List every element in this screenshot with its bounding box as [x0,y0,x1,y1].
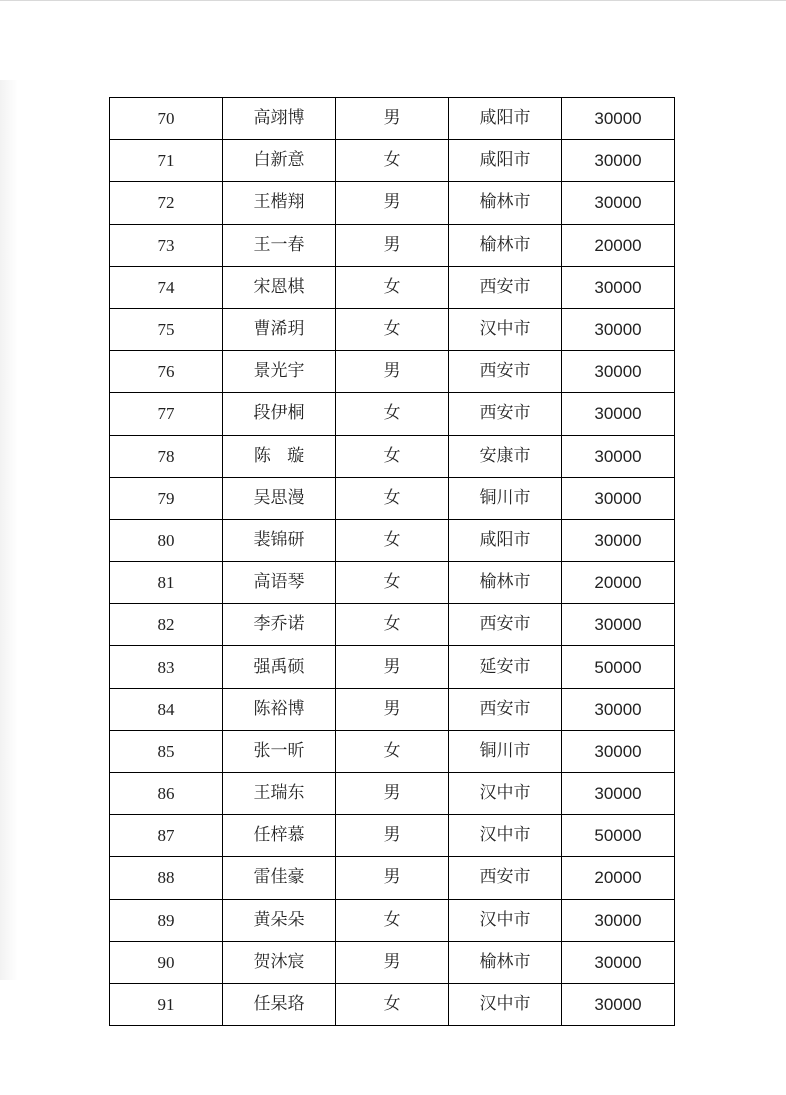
amount-cell: 30000 [562,182,675,224]
table-row [110,351,675,393]
city-cell: 榆林市 [449,562,562,604]
row-number-cell: 89 [110,899,223,941]
amount-cell: 30000 [562,266,675,308]
name-cell: 李乔诺 [223,604,336,646]
amount-cell: 30000 [562,730,675,772]
amount-cell: 20000 [562,562,675,604]
name-cell: 黄朵朵 [223,899,336,941]
amount-cell: 30000 [562,604,675,646]
gender-cell: 女 [336,562,449,604]
city-cell: 西安市 [449,857,562,899]
page-edge-shadow [0,80,18,980]
table-row [110,941,675,983]
row-number-cell: 79 [110,477,223,519]
row-number-cell: 83 [110,646,223,688]
city-cell: 咸阳市 [449,140,562,182]
name-cell: 高语琴 [223,562,336,604]
row-number-cell: 73 [110,224,223,266]
city-cell: 铜川市 [449,477,562,519]
row-number-cell: 80 [110,519,223,561]
city-cell: 西安市 [449,604,562,646]
amount-cell: 30000 [562,351,675,393]
gender-cell: 男 [336,646,449,688]
gender-cell: 男 [336,857,449,899]
name-cell: 张一昕 [223,730,336,772]
name-cell: 任杲珞 [223,983,336,1025]
table-row [110,182,675,224]
gender-cell: 女 [336,519,449,561]
row-number-cell: 82 [110,604,223,646]
name-cell: 高翊博 [223,98,336,140]
city-cell: 西安市 [449,266,562,308]
city-cell: 西安市 [449,688,562,730]
amount-cell: 30000 [562,519,675,561]
table-row [110,224,675,266]
amount-cell: 30000 [562,477,675,519]
city-cell: 铜川市 [449,730,562,772]
gender-cell: 女 [336,393,449,435]
name-cell: 段伊桐 [223,393,336,435]
city-cell: 咸阳市 [449,98,562,140]
table-row [110,983,675,1025]
city-cell: 汉中市 [449,815,562,857]
gender-cell: 男 [336,688,449,730]
name-cell: 王一春 [223,224,336,266]
row-number-cell: 77 [110,393,223,435]
name-cell: 任梓慕 [223,815,336,857]
name-cell: 王瑞东 [223,773,336,815]
gender-cell: 女 [336,477,449,519]
name-cell: 雷佳豪 [223,857,336,899]
amount-cell: 30000 [562,98,675,140]
name-cell: 曹浠玥 [223,308,336,350]
table-row [110,393,675,435]
row-number-cell: 84 [110,688,223,730]
table-row [110,98,675,140]
row-number-cell: 87 [110,815,223,857]
roster-table-body [110,98,675,1026]
amount-cell: 20000 [562,857,675,899]
row-number-cell: 78 [110,435,223,477]
gender-cell: 女 [336,983,449,1025]
name-cell: 景光宇 [223,351,336,393]
amount-cell: 30000 [562,899,675,941]
row-number-cell: 88 [110,857,223,899]
city-cell: 安康市 [449,435,562,477]
name-cell: 吴思漫 [223,477,336,519]
table-row [110,140,675,182]
city-cell: 西安市 [449,393,562,435]
table-row [110,857,675,899]
table-row [110,477,675,519]
name-cell: 贺沐宸 [223,941,336,983]
name-cell: 陈裕博 [223,688,336,730]
city-cell: 榆林市 [449,941,562,983]
amount-cell: 30000 [562,140,675,182]
gender-cell: 男 [336,773,449,815]
name-cell: 陈 璇 [223,435,336,477]
amount-cell: 50000 [562,815,675,857]
amount-cell: 30000 [562,393,675,435]
gender-cell: 女 [336,435,449,477]
amount-cell: 20000 [562,224,675,266]
table-row [110,899,675,941]
amount-cell: 30000 [562,773,675,815]
table-row [110,266,675,308]
row-number-cell: 91 [110,983,223,1025]
city-cell: 榆林市 [449,182,562,224]
gender-cell: 女 [336,308,449,350]
row-number-cell: 71 [110,140,223,182]
amount-cell: 30000 [562,688,675,730]
row-number-cell: 72 [110,182,223,224]
gender-cell: 女 [336,899,449,941]
name-cell: 裴锦研 [223,519,336,561]
amount-cell: 30000 [562,435,675,477]
row-number-cell: 86 [110,773,223,815]
row-number-cell: 81 [110,562,223,604]
city-cell: 榆林市 [449,224,562,266]
row-number-cell: 70 [110,98,223,140]
table-row [110,435,675,477]
row-number-cell: 76 [110,351,223,393]
table-row [110,604,675,646]
gender-cell: 女 [336,604,449,646]
amount-cell: 30000 [562,941,675,983]
name-cell: 白新意 [223,140,336,182]
gender-cell: 男 [336,815,449,857]
gender-cell: 男 [336,182,449,224]
table-row [110,646,675,688]
row-number-cell: 85 [110,730,223,772]
city-cell: 咸阳市 [449,519,562,561]
gender-cell: 男 [336,98,449,140]
gender-cell: 男 [336,351,449,393]
city-cell: 汉中市 [449,983,562,1025]
city-cell: 延安市 [449,646,562,688]
amount-cell: 30000 [562,308,675,350]
city-cell: 西安市 [449,351,562,393]
table-row [110,815,675,857]
row-number-cell: 75 [110,308,223,350]
row-number-cell: 90 [110,941,223,983]
table-row [110,773,675,815]
city-cell: 汉中市 [449,308,562,350]
gender-cell: 男 [336,941,449,983]
name-cell: 宋恩棋 [223,266,336,308]
amount-cell: 50000 [562,646,675,688]
gender-cell: 女 [336,140,449,182]
gender-cell: 女 [336,730,449,772]
city-cell: 汉中市 [449,773,562,815]
table-row [110,730,675,772]
row-number-cell: 74 [110,266,223,308]
table-row [110,688,675,730]
table-row [110,562,675,604]
table-row [110,308,675,350]
page-top-rule [0,0,786,1]
name-cell: 王楷翔 [223,182,336,224]
roster-table [109,97,675,1026]
city-cell: 汉中市 [449,899,562,941]
gender-cell: 男 [336,224,449,266]
amount-cell: 30000 [562,983,675,1025]
table-row [110,519,675,561]
name-cell: 强禹硕 [223,646,336,688]
gender-cell: 女 [336,266,449,308]
